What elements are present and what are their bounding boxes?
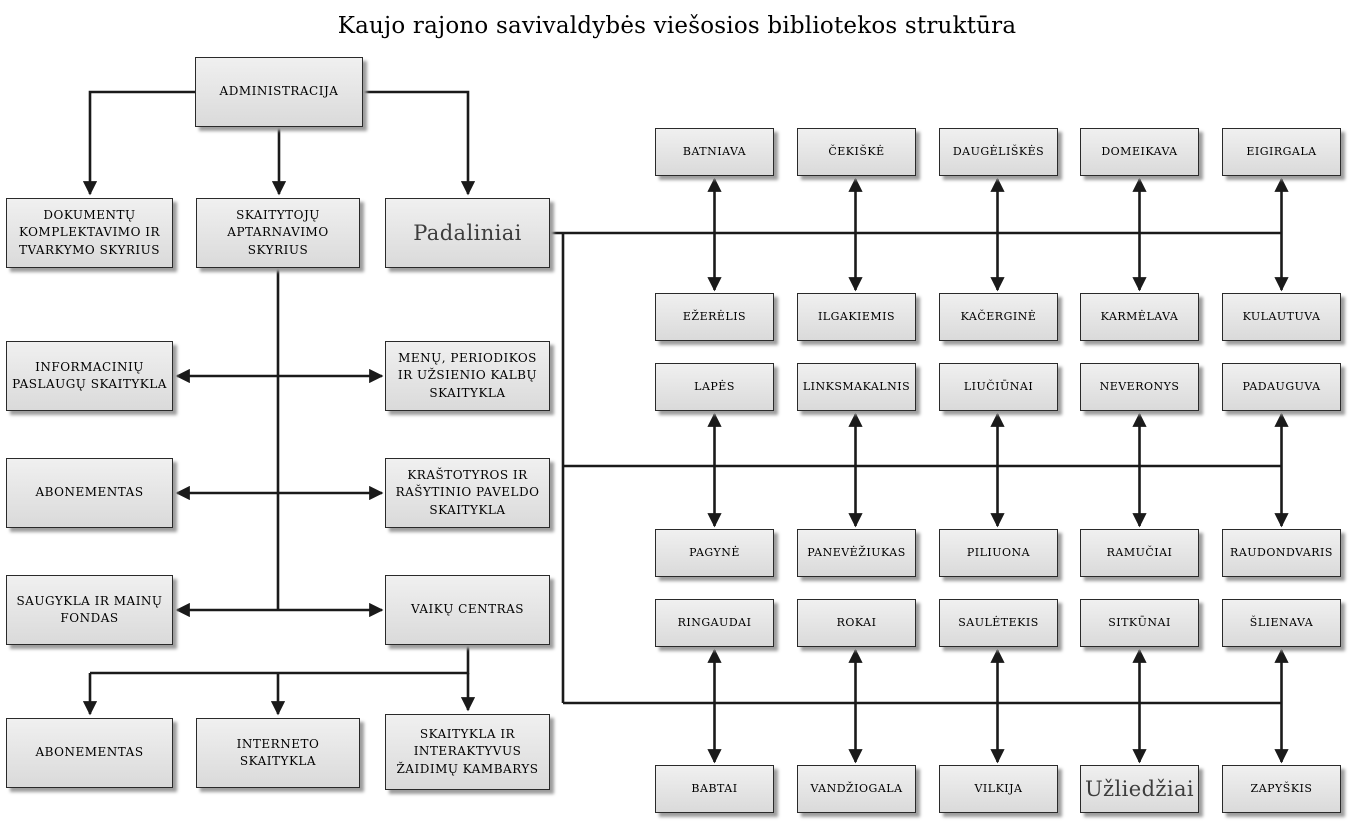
box-krastotyros-skaitykla-label: KRAŠTOTYROS IR RAŠYTINIO PAVELDO SKAITYKLA bbox=[395, 467, 540, 517]
branch-box-ilgakiemis bbox=[797, 293, 916, 341]
branch-box-kacergine bbox=[939, 293, 1058, 341]
box-administracija-label: ADMINISTRACIJA bbox=[219, 84, 339, 99]
branch-box-lapes bbox=[655, 363, 774, 411]
branch-box-batniava-label: BATNIAVA bbox=[682, 145, 747, 159]
branch-box-ilgakiemis-label: ILGAKIEMIS bbox=[817, 310, 896, 324]
connector-line bbox=[90, 645, 468, 673]
branch-box-domeikava bbox=[1080, 128, 1199, 176]
diagram-title: Kaujo rajono savivaldybės viešosios bibliotekos struktūra bbox=[337, 13, 1017, 39]
branch-box-vandziogala-label: VANDŽIOGALA bbox=[810, 782, 903, 796]
box-zaidimu-kambarys-label: SKAITYKLA IR INTERAKTYVUS ŽAIDIMŲ KAMBARYS bbox=[396, 726, 539, 776]
branch-box-kacergine-label: KAČERGINĖ bbox=[960, 310, 1037, 324]
branch-box-zapyskis bbox=[1222, 765, 1341, 813]
branch-box-ringaudai bbox=[655, 599, 774, 647]
branch-box-paneveziukas-label: PANEVĖŽIUKAS bbox=[807, 546, 906, 560]
box-dokumentu-skyrius bbox=[6, 198, 173, 268]
box-vaiku-abonementas bbox=[6, 718, 173, 788]
branch-box-eigirgala bbox=[1222, 128, 1341, 176]
branch-box-piliuona-label: PILIUONA bbox=[966, 546, 1031, 560]
branch-box-batniava bbox=[655, 128, 774, 176]
box-informaciniu-skaitykla-label: INFORMACINIŲ PASLAUGŲ SKAITYKLA bbox=[12, 359, 167, 391]
box-zaidimu-kambarys bbox=[385, 714, 550, 790]
branch-box-cekiske-label: ČEKIŠKĖ bbox=[828, 145, 885, 159]
branch-box-liuciunai bbox=[939, 363, 1058, 411]
branch-box-pagyne-label: PAGYNĖ bbox=[689, 546, 740, 560]
box-saugykla bbox=[6, 575, 173, 645]
branch-box-liuciunai-label: LIUČIŪNAI bbox=[963, 380, 1034, 394]
box-krastotyros-skaitykla bbox=[385, 458, 550, 528]
branch-box-linksmakalnis-label: LINKSMAKALNIS bbox=[802, 380, 911, 394]
box-padaliniai bbox=[385, 198, 550, 268]
branch-box-vilkija-label: VILKIJA bbox=[974, 782, 1023, 796]
branch-box-babtai-label: BABTAI bbox=[691, 782, 738, 796]
branch-box-eigirgala-label: EIGIRGALA bbox=[1246, 145, 1317, 159]
box-skaitytoju-skyrius-label: SKAITYTOJŲ APTARNAVIMO SKYRIUS bbox=[227, 207, 329, 257]
box-skaitytoju-skyrius bbox=[196, 198, 360, 268]
branch-box-uzliedziai bbox=[1080, 765, 1199, 813]
box-vaiku-abonementas-label: ABONEMENTAS bbox=[35, 745, 144, 760]
box-interneto-skaitykla-label: INTERNETO SKAITYKLA bbox=[236, 736, 320, 768]
connector-arrow bbox=[363, 92, 468, 194]
branch-box-daugeliskes bbox=[939, 128, 1058, 176]
branch-box-sauletekis bbox=[939, 599, 1058, 647]
box-menu-skaitykla-label: MENŲ, PERIODIKOS IR UŽSIENIO KALBŲ SKAITYKLA bbox=[397, 350, 538, 400]
branch-box-vilkija bbox=[939, 765, 1058, 813]
branch-box-ramuciai bbox=[1080, 529, 1199, 577]
branch-box-ezerelis-label: EŽERĖLIS bbox=[682, 310, 747, 324]
box-interneto-skaitykla bbox=[196, 718, 360, 788]
branch-box-babtai bbox=[655, 765, 774, 813]
branch-box-piliuona bbox=[939, 529, 1058, 577]
branch-box-padauguva-label: PADAUGUVA bbox=[1242, 380, 1321, 394]
branch-box-sitkunai bbox=[1080, 599, 1199, 647]
branch-box-paneveziukas bbox=[797, 529, 916, 577]
branch-box-ringaudai-label: RINGAUDAI bbox=[677, 616, 752, 630]
connector-arrow bbox=[90, 92, 195, 194]
box-abonementas bbox=[6, 458, 173, 528]
branch-box-sauletekis-label: SAULĖTEKIS bbox=[958, 616, 1039, 630]
branch-box-vandziogala bbox=[797, 765, 916, 813]
branch-box-padauguva bbox=[1222, 363, 1341, 411]
branch-box-raudondvaris bbox=[1222, 529, 1341, 577]
box-administracija bbox=[195, 57, 363, 127]
branch-box-uzliedziai-label: Užliedžiai bbox=[1084, 776, 1195, 801]
branch-box-rokai-label: ROKAI bbox=[836, 616, 877, 630]
branch-box-pagyne bbox=[655, 529, 774, 577]
branch-box-kulautuva bbox=[1222, 293, 1341, 341]
branch-box-raudondvaris-label: RAUDONDVARIS bbox=[1230, 546, 1333, 560]
box-vaiku-centras-label: VAIKŲ CENTRAS bbox=[410, 602, 525, 617]
branch-box-neveronys bbox=[1080, 363, 1199, 411]
branch-box-domeikava-label: DOMEIKAVA bbox=[1101, 145, 1178, 159]
branch-box-karmelava bbox=[1080, 293, 1199, 341]
box-abonementas-label: ABONEMENTAS bbox=[35, 485, 144, 500]
branch-box-sitkunai-label: SITKŪNAI bbox=[1108, 616, 1171, 630]
box-vaiku-centras bbox=[385, 575, 550, 645]
branch-box-kulautuva-label: KULAUTUVA bbox=[1242, 310, 1321, 324]
branch-box-cekiske bbox=[797, 128, 916, 176]
branch-box-karmelava-label: KARMĖLAVA bbox=[1100, 310, 1179, 324]
box-menu-skaitykla bbox=[385, 341, 550, 411]
branch-box-ezerelis bbox=[655, 293, 774, 341]
branch-box-slienava-label: ŠLIENAVA bbox=[1249, 616, 1314, 630]
branch-box-rokai bbox=[797, 599, 916, 647]
branch-box-zapyskis-label: ZAPYŠKIS bbox=[1250, 782, 1313, 796]
box-padaliniai-label: Padaliniai bbox=[413, 220, 522, 245]
box-informaciniu-skaitykla bbox=[6, 341, 173, 411]
branch-box-ramuciai-label: RAMUČIAI bbox=[1106, 546, 1173, 560]
branch-box-daugeliskes-label: DAUGĖLIŠKĖS bbox=[952, 145, 1045, 159]
box-saugykla-label: SAUGYKLA IR MAINŲ FONDAS bbox=[16, 593, 163, 625]
box-dokumentu-skyrius-label: DOKUMENTŲ KOMPLEKTAVIMO IR TVARKYMO SKYRIUS bbox=[18, 207, 161, 257]
branch-box-neveronys-label: NEVERONYS bbox=[1099, 380, 1180, 394]
branch-box-lapes-label: LAPĖS bbox=[694, 380, 735, 394]
branch-box-linksmakalnis bbox=[797, 363, 916, 411]
branch-box-slienava bbox=[1222, 599, 1341, 647]
